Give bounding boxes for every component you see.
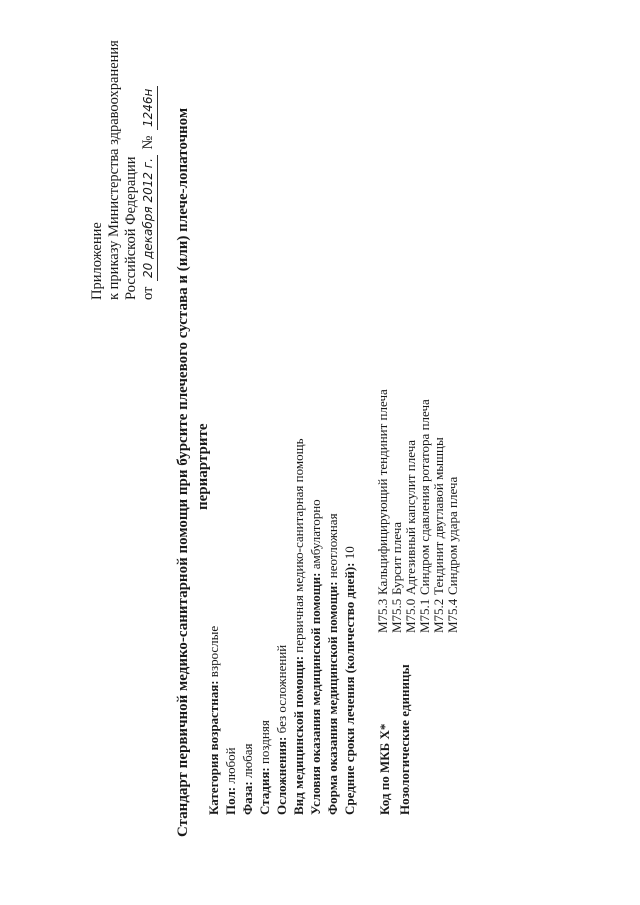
attr-phase: Фаза: любая [240,743,255,815]
attr-age-category: Категория возрастная: взрослые [206,625,221,815]
date-prefix: от [140,286,156,300]
number-prefix: № [140,135,156,150]
attr-complications: Осложнения: без осложнений [274,644,289,815]
attr-treatment-duration: Средние сроки лечения (количество дней): 10 [342,546,357,815]
mkb-code-label: Код по МКБ X* [377,723,392,815]
handwritten-number: 1246н [140,86,158,130]
code-row: M75.2Тендинит двуглавой мышцы [431,437,446,633]
attr-care-conditions: Условия оказания медицинской помощи: амбулаторно [308,499,323,815]
code-row: M75.4Синдром удара плеча [445,476,460,633]
document-title-line-2: периартрите [195,423,211,510]
code-row: M75.1Синдром сдавления ротатора плеча [417,399,432,633]
approval-date-line [140,84,158,300]
attr-care-form: Форма оказания медицинской помощи: неотложная [325,513,340,815]
approval-line-2: к приказу Министерства здравоохранения [106,40,122,300]
attr-stage: Стадия: поздняя [257,720,272,815]
attr-sex: Пол: любой [223,747,238,815]
code-row: M75.5Бурсит плеча [389,522,404,633]
code-row: M75.0Адгезивный капсулит плеча [403,440,418,633]
handwritten-date: 20 декабря 2012 г. [140,155,158,281]
attr-care-type: Вид медицинской помощи: первичная медико-санитарная помощь [291,438,306,815]
approval-line-1: Приложение [89,222,105,300]
document-title-line-1: Стандарт первичной медико-санитарной помощи при бурсите плечевого сустава и (или) плече-лопаточном [175,107,191,837]
nosology-label: Нозологические единицы [397,664,412,815]
approval-line-3: Российской Федерации [123,156,139,300]
code-row: M75.3Кальцифицирующий тендинит плеча [375,389,390,633]
